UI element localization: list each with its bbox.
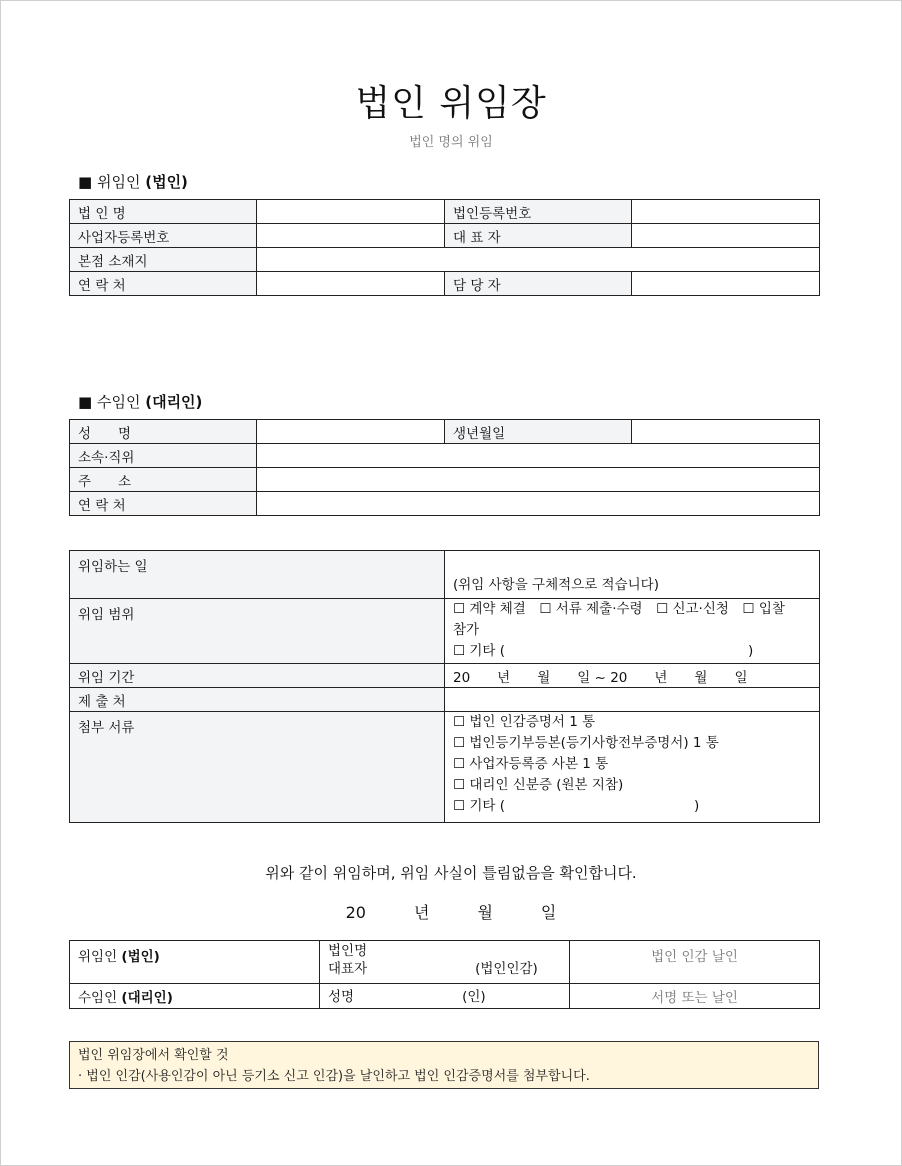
representative-label: 대 표 자 bbox=[445, 224, 632, 248]
scope-label: 위임 범위 bbox=[70, 599, 445, 664]
biz-reg-no-field[interactable] bbox=[257, 224, 445, 248]
page-title: 법인 위임장 bbox=[355, 83, 547, 124]
confirmation-statement: 위와 같이 위임하며, 위임 사실이 틀림없음을 확인합니다. bbox=[265, 864, 637, 882]
scope-options[interactable] bbox=[445, 599, 820, 664]
manager-label: 담 당 자 bbox=[445, 272, 632, 296]
attachment-item[interactable]: ☐ 법인 인감증명서 1 통 bbox=[453, 714, 596, 730]
corp-reg-no-field[interactable] bbox=[632, 200, 820, 224]
delegator-section-heading bbox=[78, 171, 188, 192]
section-label-bold: (법인) bbox=[145, 173, 188, 191]
submit-to-label: 제 출 처 bbox=[70, 688, 445, 712]
square-bullet-icon: ■ bbox=[78, 173, 93, 191]
attachments-label: 첨부 서류 bbox=[70, 712, 445, 823]
biz-reg-no-label: 사업자등록번호 bbox=[70, 224, 257, 248]
submit-to-field[interactable] bbox=[445, 688, 820, 712]
birth-date-field[interactable] bbox=[632, 420, 820, 444]
task-field[interactable] bbox=[445, 551, 820, 599]
page-subtitle: 법인 명의 위임 bbox=[409, 135, 493, 150]
rep-sign-label: 대표자 (법인인감) bbox=[328, 961, 538, 977]
delegator-table bbox=[69, 199, 820, 296]
signature-date[interactable]: 20 년 월 일 bbox=[345, 903, 557, 922]
delegate-sign-hint: 서명 또는 날인 bbox=[651, 990, 738, 1006]
corp-seal-box[interactable] bbox=[570, 941, 820, 984]
delegate-name-label: 성 명 bbox=[70, 420, 257, 444]
attachment-item[interactable]: ☐ 대리인 신분증 (원본 지참) bbox=[453, 777, 624, 793]
attachment-item[interactable]: ☐ 법인등기부등본(등기사항전부증명서) 1 통 bbox=[453, 735, 719, 751]
affiliation-field[interactable] bbox=[257, 444, 820, 468]
section-label: 위임인 bbox=[96, 173, 146, 191]
square-bullet-icon: ■ bbox=[78, 393, 93, 411]
period-label: 위임 기간 bbox=[70, 664, 445, 688]
affiliation-label: 소속·직위 bbox=[70, 444, 257, 468]
delegator-sign-label bbox=[70, 941, 320, 984]
section-label: 수임인 bbox=[96, 393, 146, 411]
scope-option-row: 참가 bbox=[453, 622, 480, 638]
corp-name-sign-label: 법인명 bbox=[328, 943, 368, 959]
delegate-address-label: 주 소 bbox=[70, 468, 257, 492]
representative-field[interactable] bbox=[632, 224, 820, 248]
corp-sign-fields[interactable] bbox=[320, 941, 570, 984]
corp-reg-no-label: 법인등록번호 bbox=[445, 200, 632, 224]
birth-date-label: 생년월일 bbox=[445, 420, 632, 444]
task-label: 위임하는 일 bbox=[70, 551, 445, 599]
period-field[interactable]: 20 년 월 일 ~ 20 년 월 일 bbox=[445, 664, 820, 688]
delegate-name-sign-label: 성명 (인) bbox=[328, 989, 486, 1005]
scope-other-option[interactable]: ☐ 기타 ( ) bbox=[453, 643, 754, 659]
delegate-table bbox=[69, 419, 820, 516]
signature-table bbox=[69, 940, 820, 1009]
delegate-sign-box[interactable] bbox=[570, 984, 820, 1009]
notice-title: 법인 위임장에서 확인할 것 bbox=[78, 1048, 229, 1063]
delegator-sign-label-bold: (법인) bbox=[121, 949, 160, 965]
task-hint: (위임 사항을 구체적으로 적습니다) bbox=[453, 577, 659, 593]
attachment-item[interactable]: ☐ 사업자등록증 사본 1 통 bbox=[453, 756, 609, 772]
task-table bbox=[69, 550, 820, 823]
delegate-name-sign-field[interactable] bbox=[320, 984, 570, 1009]
delegate-name-field[interactable] bbox=[257, 420, 445, 444]
delegator-contact-field[interactable] bbox=[257, 272, 445, 296]
delegate-contact-field[interactable] bbox=[257, 492, 820, 516]
delegate-address-field[interactable] bbox=[257, 468, 820, 492]
section-label-bold: (대리인) bbox=[145, 393, 203, 411]
delegate-sign-label-text: 수임인 bbox=[78, 990, 122, 1006]
notice-body: · 법인 인감(사용인감이 아닌 등기소 신고 인감)을 날인하고 법인 인감증명서를 첨부합니다. bbox=[78, 1069, 590, 1084]
delegate-section-heading bbox=[78, 391, 202, 412]
delegate-sign-label-bold: (대리인) bbox=[121, 990, 173, 1006]
notice-box bbox=[69, 1041, 819, 1089]
delegator-sign-label-text: 위임인 bbox=[78, 949, 122, 965]
attachment-item[interactable]: ☐ 기타 ( ) bbox=[453, 798, 700, 814]
delegate-contact-label: 연 락 처 bbox=[70, 492, 257, 516]
corp-name-label: 법 인 명 bbox=[70, 200, 257, 224]
corp-name-field[interactable] bbox=[257, 200, 445, 224]
manager-field[interactable] bbox=[632, 272, 820, 296]
delegator-contact-label: 연 락 처 bbox=[70, 272, 257, 296]
hq-address-label: 본점 소재지 bbox=[70, 248, 257, 272]
delegate-sign-label bbox=[70, 984, 320, 1009]
attachments-list[interactable] bbox=[445, 712, 820, 823]
scope-option-row[interactable]: ☐ 계약 체결 ☐ 서류 제출·수령 ☐ 신고·신청 ☐ 입찰 bbox=[453, 601, 785, 617]
hq-address-field[interactable] bbox=[257, 248, 820, 272]
corp-seal-hint: 법인 인감 날인 bbox=[651, 949, 738, 965]
